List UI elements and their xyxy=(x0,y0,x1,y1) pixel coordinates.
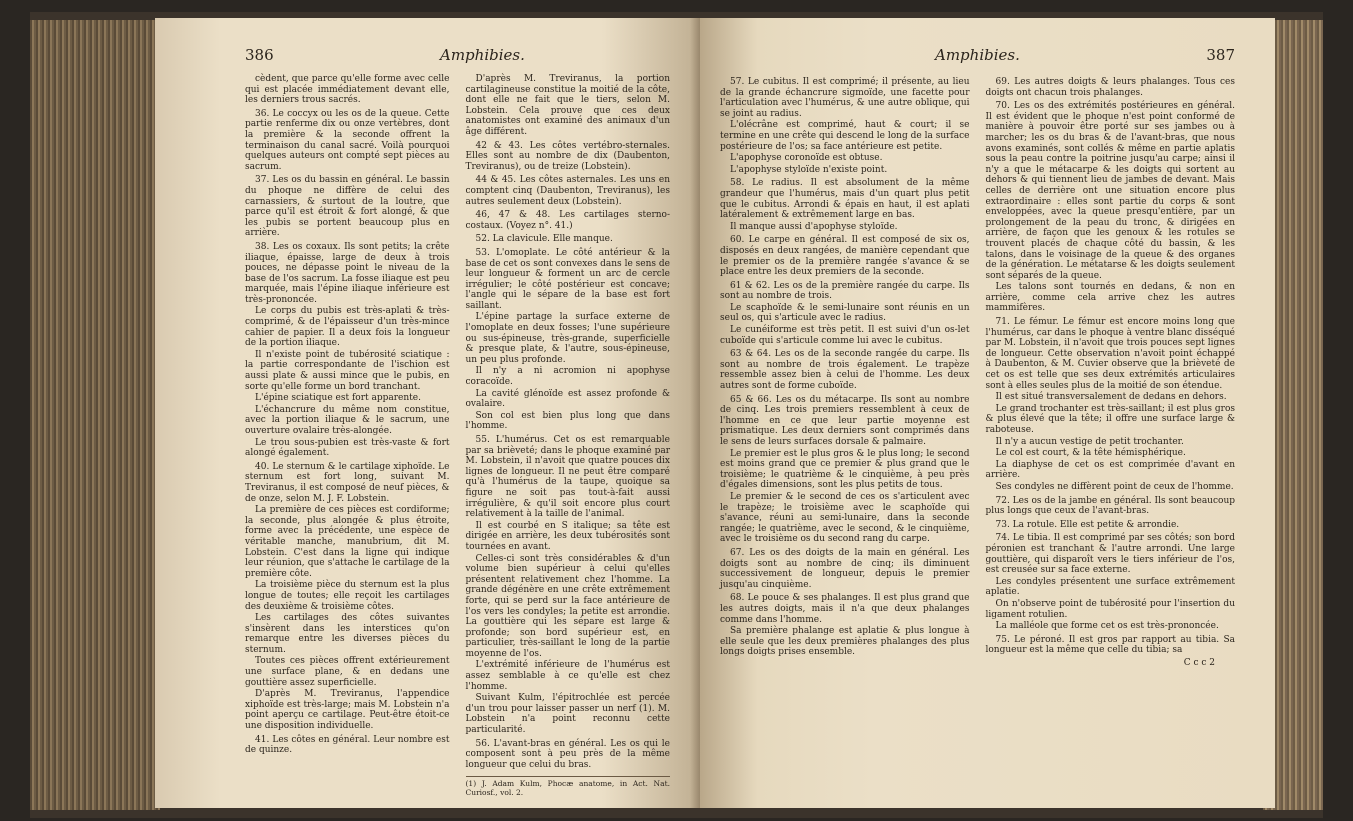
paragraph: Le cunéiforme est très petit. Il est suivi d'un os-let cuboïde qui s'articule comme lui avec le cubitus. xyxy=(720,325,970,346)
right-page-columns xyxy=(720,74,1235,668)
paragraph: 53. L'omoplate. Le côté antérieur & la base de cet os sont convexes dans le sens de leur longueur & forment un arc de cercle irrégulier; le côté postérieur est concave; l'angle qui le sépare de la base est fort saillant. xyxy=(465,247,670,311)
footnote: (1) J. Adam Kulm, Phocæ anatome, in Act. Nat. Curiosf., vol. 2. xyxy=(466,776,671,797)
paragraph: Le trou sous-pubien est très-vaste & fort alongé également. xyxy=(245,437,450,459)
paragraph: 44 & 45. Les côtes asternales. Les uns en comptent cinq (Daubenton, Treviranus), les autres seulement deux (Lobstein). xyxy=(465,175,670,207)
paragraph: 40. Le sternum & le cartilage xiphoïde. Le sternum est fort long, suivant M. Treviranus, il est composé de neuf pièces, & de onze, selon M. J. F. Lobstein. xyxy=(245,461,450,504)
paragraph: 56. L'avant-bras en général. Les os qui le composent sont à peu près de la même longueur que celui du bras. xyxy=(465,738,670,770)
paragraph: Suivant Kulm, l'épitrochlée est percée d'un trou pour laisser passer un nerf (1). M. Lobstein n'a point reconnu cette particularité. xyxy=(465,693,670,736)
right-page-header xyxy=(720,46,1235,68)
paragraph: Les condyles présentent une surface extrêmement aplatie. xyxy=(985,576,1235,598)
paragraph: L'extrémité inférieure de l'humérus est assez semblable à ce qu'elle est chez l'homme. xyxy=(465,660,670,692)
paragraph: La troisième pièce du sternum est la plus longue de toutes; elle reçoit les cartilages des deuxième & troisième côtes. xyxy=(245,580,450,612)
left-column-2 xyxy=(466,74,671,797)
right-column-2 xyxy=(986,74,1236,668)
paragraph: 69. Les autres doigts & leurs phalanges. Tous ces doigts ont chacun trois phalanges. xyxy=(985,77,1235,98)
paragraph: Il est courbé en S italique; sa tête est dirigée en arrière, les deux tubérosités sont tournées en avant. xyxy=(465,520,670,552)
left-page xyxy=(155,18,700,808)
paragraph: 57. Le cubitus. Il est comprimé; il présente, au lieu de la grande échancrure sigmoïde, une facette pour l'articulation avec l'humérus, & une autre oblique, qui se joint au radius. xyxy=(720,77,970,119)
paragraph: 60. Le carpe en général. Il est composé de six os, disposés en deux rangées, de manière cependant que le premier os de la première rangée s'avance & se place entre les deux premiers de la seconde. xyxy=(720,235,970,278)
paragraph: 74. Le tibia. Il est comprimé par ses côtés; son bord péronien est tranchant & l'autre arrondi. Une large gouttière, qui disparoît vers le tiers inférieur de l'os, est creusée sur sa face externe. xyxy=(985,533,1235,576)
running-title: Amphibies. xyxy=(935,46,1020,64)
paragraph: Le premier & le second de ces os s'articulent avec le trapèze; le troisième avec le scaphoïde qui s'avance, réuni au semi-lunaire, dans la seconde rangée; le quatrième, avec le second, & le cinquième, avec le troisième os du second rang du carpe. xyxy=(720,491,970,545)
paragraph: Sa première phalange est aplatie & plus longue à elle seule que les deux premières phalanges des plus longs doigts prises ensemble. xyxy=(720,626,970,658)
paragraph: D'après M. Treviranus, l'appendice xiphoïde est très-large; mais M. Lobstein n'a point aperçu ce cartilage. Peut-être étoit-ce une disposition individuelle. xyxy=(245,689,450,732)
paragraph: 65 & 66. Les os du métacarpe. Ils sont au nombre de cinq. Les trois premiers ressemblent à ceux de l'homme en ce que leur partie moyenne est prismatique. Les deux derniers sont comprimés dans le sens de leurs surfaces dorsale & palmaire. xyxy=(720,394,970,447)
paragraph: 55. L'humérus. Cet os est remarquable par sa brièveté; dans le phoque examiné par M. Lobstein, il n'avoit que quatre pouces dix lignes de longueur. Il ne peut être comparé qu'à l'humérus de la taupe, quoique sa figure ne soit pas tout-à-fait aussi irrégulière, & qu'il soit encore plus court relativement à la taille de l'animal. xyxy=(465,435,670,520)
paragraph: L'épine partage la surface externe de l'omoplate en deux fosses; l'une supérieure ou sus-épineuse, très-grande, superficielle & presque plate, & l'autre, sous-épineuse, un peu plus profonde. xyxy=(465,312,670,365)
right-column-2-paragraphs xyxy=(986,77,1236,656)
paragraph: Il est situé transversalement de dedans en dehors. xyxy=(995,392,1227,403)
paragraph: 73. La rotule. Elle est petite & arrondie. xyxy=(995,519,1180,530)
paragraph: 75. Le péroné. Il est gros par rapport au tibia. Sa longueur est la même que celle du tibia; sa xyxy=(985,634,1235,656)
paragraph: 70. Les os des extrémités postérieures en général. Il est évident que le phoque n'est point conformé de manière à pouvoir être porté sur ses jambes ou à marcher; les os du bras & de l'avant-bras, que nous avons examinés, sont collés & même en partie aplatis sous la peau contre la poitrine jusqu'au carpe; ainsi il n'y a que le métacarpe & les doigts qui sortent au dehors & qui tiennent lieu de jambes de devant. Mais celles de derrière ont une situation encore plus extraordinaire : elles sont partie du corps & sont enveloppées, avec la queue presqu'entière, par un prolongement de la peau du tronc, & dirigées en arrière, de façon que les genoux & les rotules se trouvent placés de chaque côté du bassin, & les talons, dans le voisinage de la queue & des organes de la génération. Le métatarse & les doigts seulement sont séparés de la queue. xyxy=(985,101,1235,281)
paragraph: Le col est court, & la tête hémisphérique. xyxy=(995,448,1186,459)
page-number: 387 xyxy=(1206,46,1235,64)
paragraph: Son col est bien plus long que dans l'homme. xyxy=(465,410,670,432)
left-column-2-paragraphs xyxy=(466,74,671,770)
paragraph: cèdent, que parce qu'elle forme avec celle qui est placée immédiatement devant elle, les derniers trous sacrés. xyxy=(245,74,450,106)
paragraph: On n'observe point de tubérosité pour l'insertion du ligament rotulien. xyxy=(985,598,1235,620)
paragraph: 71. Le fémur. Le fémur est encore moins long que l'humérus, car dans le phoque à ventre blanc disséqué par M. Lobstein, il n'avoit que trois pouces sept lignes de longueur. Cette observation n'avoit point échappé à Daubenton, & M. Cuvier observe que la brièveté de cet os est telle que ses deux extrémités articulaires sont à elles seules plus de la moitié de son étendue. xyxy=(985,317,1235,391)
paragraph: La cavité glénoïde est assez profonde & ovalaire. xyxy=(465,388,670,410)
paragraph: La malléole que forme cet os est très-prononcée. xyxy=(995,621,1219,632)
paragraph: Ses condyles ne diffèrent point de ceux de l'homme. xyxy=(995,481,1234,492)
paragraph: 46, 47 & 48. Les cartilages sterno-costaux. (Voyez n°. 41.) xyxy=(465,210,670,231)
paragraph: 67. Les os des doigts de la main en général. Les doigts sont au nombre de cinq; ils diminuent successivement de longueur, depuis le premier jusqu'au cinquième. xyxy=(720,547,970,590)
paragraph: Il n'y a ni acromion ni apophyse coracoïde. xyxy=(465,366,670,388)
left-column-1 xyxy=(245,74,450,797)
paragraph: 61 & 62. Les os de la première rangée du carpe. Ils sont au nombre de trois. xyxy=(720,280,970,302)
paragraph: Le grand trochanter est très-saillant; il est plus gros & plus élevé que la tête; il offre une surface large & raboteuse. xyxy=(985,403,1235,435)
paragraph: Il n'existe point de tubérosité sciatique : la partie correspondante de l'ischion est aussi plate & aussi mince que le pubis, en sorte qu'elle forme un bord tranchant. xyxy=(245,349,450,392)
paragraph: 72. Les os de la jambe en général. Ils sont beaucoup plus longs que ceux de l'avant-bras. xyxy=(985,495,1235,517)
left-page-edges xyxy=(30,20,160,810)
paragraph: 37. Les os du bassin en général. Le bassin du phoque ne diffère de celui des carnassiers, & surtout de la loutre, que parce qu'il est étroit & fort alongé, & que les pubis se portent beaucoup plus en arrière. xyxy=(245,175,450,239)
paragraph: D'après M. Treviranus, la portion cartilagineuse constitue la moitié de la côte, dont elle ne fait que le tiers, selon M. Lobstein. Cela prouve que ces deux anatomistes ont examiné des animaux d'un âge différent. xyxy=(465,74,670,137)
paragraph: La diaphyse de cet os est comprimée d'avant en arrière. xyxy=(985,459,1235,481)
paragraph: Toutes ces pièces offrent extérieurement une surface plane, & en dedans une gouttière assez superficielle. xyxy=(245,656,450,688)
paragraph: 58. Le radius. Il est absolument de la même grandeur que l'humérus, mais d'un quart plus petit que le cubitus. Arrondi & épais en haut, il est aplati latéralement & extrêmement large en bas. xyxy=(720,178,970,221)
right-column-1 xyxy=(720,74,970,668)
paragraph: L'olécrâne est comprimé, haut & court; il se termine en une crête qui descend le long de la surface postérieure de l'os; sa face antérieure est petite. xyxy=(720,120,970,152)
paragraph: 41. Les côtes en général. Leur nombre est de quinze. xyxy=(245,734,450,756)
left-page-columns xyxy=(245,74,670,797)
paragraph: 68. Le pouce & ses phalanges. Il est plus grand que les autres doigts, mais il n'a que deux phalanges comme dans l'homme. xyxy=(720,593,970,625)
paragraph: L'apophyse coronoïde est obtuse. xyxy=(730,153,883,164)
paragraph: 42 & 43. Les côtes vertébro-sternales. Elles sont au nombre de dix (Daubenton, Treviranus), ou de treize (Lobstein). xyxy=(465,140,670,172)
catchword: C c c 2 xyxy=(1183,657,1215,668)
paragraph: Les talons sont tournés en dedans, & non en arrière, comme cela arrive chez les autres mammifères. xyxy=(985,282,1235,314)
running-title: Amphibies. xyxy=(440,46,525,64)
paragraph: 36. Le coccyx ou les os de la queue. Cette partie renferme dix ou onze vertèbres, dont la première & la seconde offrent la terminaison du canal sacré. Voilà pourquoi quelques auteurs ont compté sept pièces au sacrum. xyxy=(245,108,450,172)
page-number: 386 xyxy=(245,46,274,64)
paragraph: Le scaphoïde & le semi-lunaire sont réunis en un seul os, qui s'articule avec le radius. xyxy=(720,302,970,324)
paragraph: Le premier est le plus gros & le plus long; le second est moins grand que ce premier & plus grand que le troisième; le quatrième & le cinquième, à peu près d'égales dimensions, sont les plus petits de tous. xyxy=(720,448,970,491)
right-page xyxy=(700,18,1275,808)
paragraph: 52. La clavicule. Elle manque. xyxy=(475,234,613,245)
paragraph: L'apophyse styloïde n'existe point. xyxy=(730,164,888,175)
paragraph: L'échancrure du même nom constitue, avec la portion iliaque & le sacrum, une ouverture ovalaire très-alongée. xyxy=(245,404,450,436)
left-page-header xyxy=(245,46,670,68)
paragraph: L'épine sciatique est fort apparente. xyxy=(255,393,421,404)
paragraph: Il n'y a aucun vestige de petit trochanter. xyxy=(995,436,1184,447)
paragraph: 38. Les os coxaux. Ils sont petits; la crête iliaque, épaisse, large de deux à trois pouces, ne dépasse point le niveau de la base de l'os sacrum. La fosse iliaque est peu marquée, mais l'épine iliaque inférieure est très-prononcée. xyxy=(245,241,450,305)
paragraph: Il manque aussi d'apophyse styloïde. xyxy=(730,221,898,232)
paragraph: Le corps du pubis est très-aplati & très-comprimé, & de l'épaisseur d'un très-mince cahier de papier. Il a deux fois la longueur de la portion iliaque. xyxy=(245,306,450,349)
paragraph: Les cartilages des côtes suivantes s'insèrent dans les interstices qu'on remarque entre les diverses pièces du sternum. xyxy=(245,613,450,655)
paragraph: Celles-ci sont très considérables & d'un volume bien supérieur à celui qu'elles présentent relativement chez l'homme. La grande dégénère en une crête extrêmement forte, qui se perd sur la face antérieure de l'os vers les condyles; la petite est arrondie. La gouttière qui les sépare est large & profonde; son bord supérieur est, en particulier, très-saillant le long de la partie moyenne de l'os. xyxy=(465,553,670,659)
paragraph: La première de ces pièces est cordiforme; la seconde, plus alongée & plus étroite, forme avec la précédente, une espèce de véritable manche, manubrium, dit M. Lobstein. C'est dans la ligne qui indique leur réunion, que s'attache le cartilage de la première côte. xyxy=(245,505,450,579)
paragraph: 63 & 64. Les os de la seconde rangée du carpe. Ils sont au nombre de trois également. Le trapèze ressemble assez bien à celui de l'homme. Les deux autres sont de forme cuboïde. xyxy=(720,349,970,392)
